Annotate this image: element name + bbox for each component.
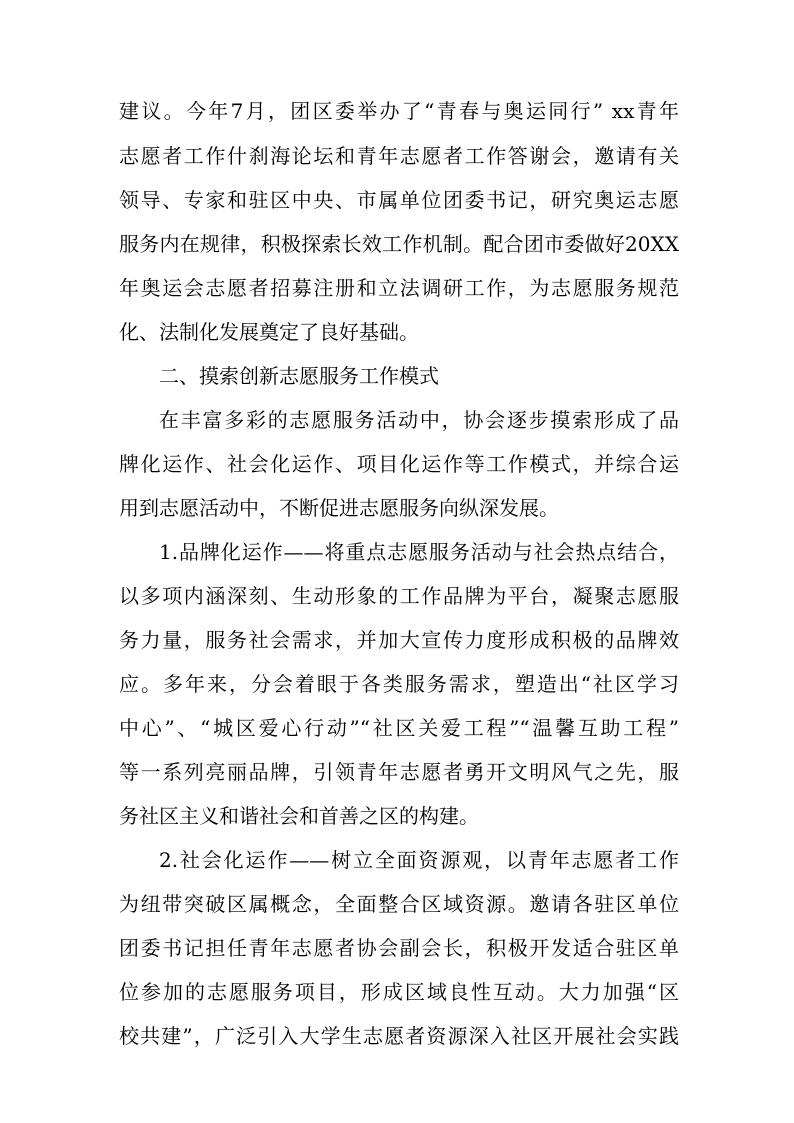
text-line: 应。多年来，分会着眼于各类服务需求，塑造出“社区学习 [119, 672, 679, 696]
text-line: 务社区主义和谐社会和首善之区的构建。 [119, 804, 479, 828]
section-heading: 二、摸索创新志愿服务工作模式 [159, 364, 439, 388]
text-line: 位参加的志愿服务项目，形成区域良性互动。大力加强“区 [119, 980, 679, 1004]
text-line: 建议。今年7月，团区委举办了“青春与奥运同行” xx青年 [119, 99, 679, 123]
text-line: 年奥运会志愿者招募注册和立法调研工作，为志愿服务规范 [119, 276, 679, 300]
text-line: 团委书记担任青年志愿者协会副会长，积极开发适合驻区单 [119, 936, 679, 960]
text-line: 在丰富多彩的志愿服务活动中，协会逐步摸索形成了品 [159, 408, 679, 432]
text-line: 2.社会化运作——树立全面资源观，以青年志愿者工作 [159, 848, 679, 872]
text-line: 以多项内涵深刻、生动形象的工作品牌为平台，凝聚志愿服 [119, 584, 679, 608]
text-line: 牌化运作、社会化运作、项目化运作等工作模式，并综合运 [119, 452, 679, 476]
text-line: 化、法制化发展奠定了良好基础。 [119, 320, 419, 344]
text-line: 领导、专家和驻区中央、市属单位团委书记，研究奥运志愿 [119, 188, 679, 212]
text-line: 1.品牌化运作——将重点志愿服务活动与社会热点结合， [159, 540, 679, 564]
text-line: 中心”、“城区爱心行动”“社区关爱工程”“温馨互助工程” [119, 716, 679, 740]
text-line: 用到志愿活动中，不断促进志愿服务向纵深发展。 [119, 496, 559, 520]
text-line: 等一系列亮丽品牌，引领青年志愿者勇开文明风气之先，服 [119, 760, 679, 784]
text-line: 务力量，服务社会需求，并加大宣传力度形成积极的品牌效 [119, 628, 679, 652]
text-line: 服务内在规律，积极探索长效工作机制。配合团市委做好20XX [119, 232, 679, 256]
text-line: 志愿者工作什刹海论坛和青年志愿者工作答谢会，邀请有关 [119, 144, 679, 168]
text-line: 为纽带突破区属概念，全面整合区域资源。邀请各驻区单位 [119, 892, 679, 916]
text-line: 校共建”，广泛引入大学生志愿者资源深入社区开展社会实践 [119, 1024, 679, 1048]
